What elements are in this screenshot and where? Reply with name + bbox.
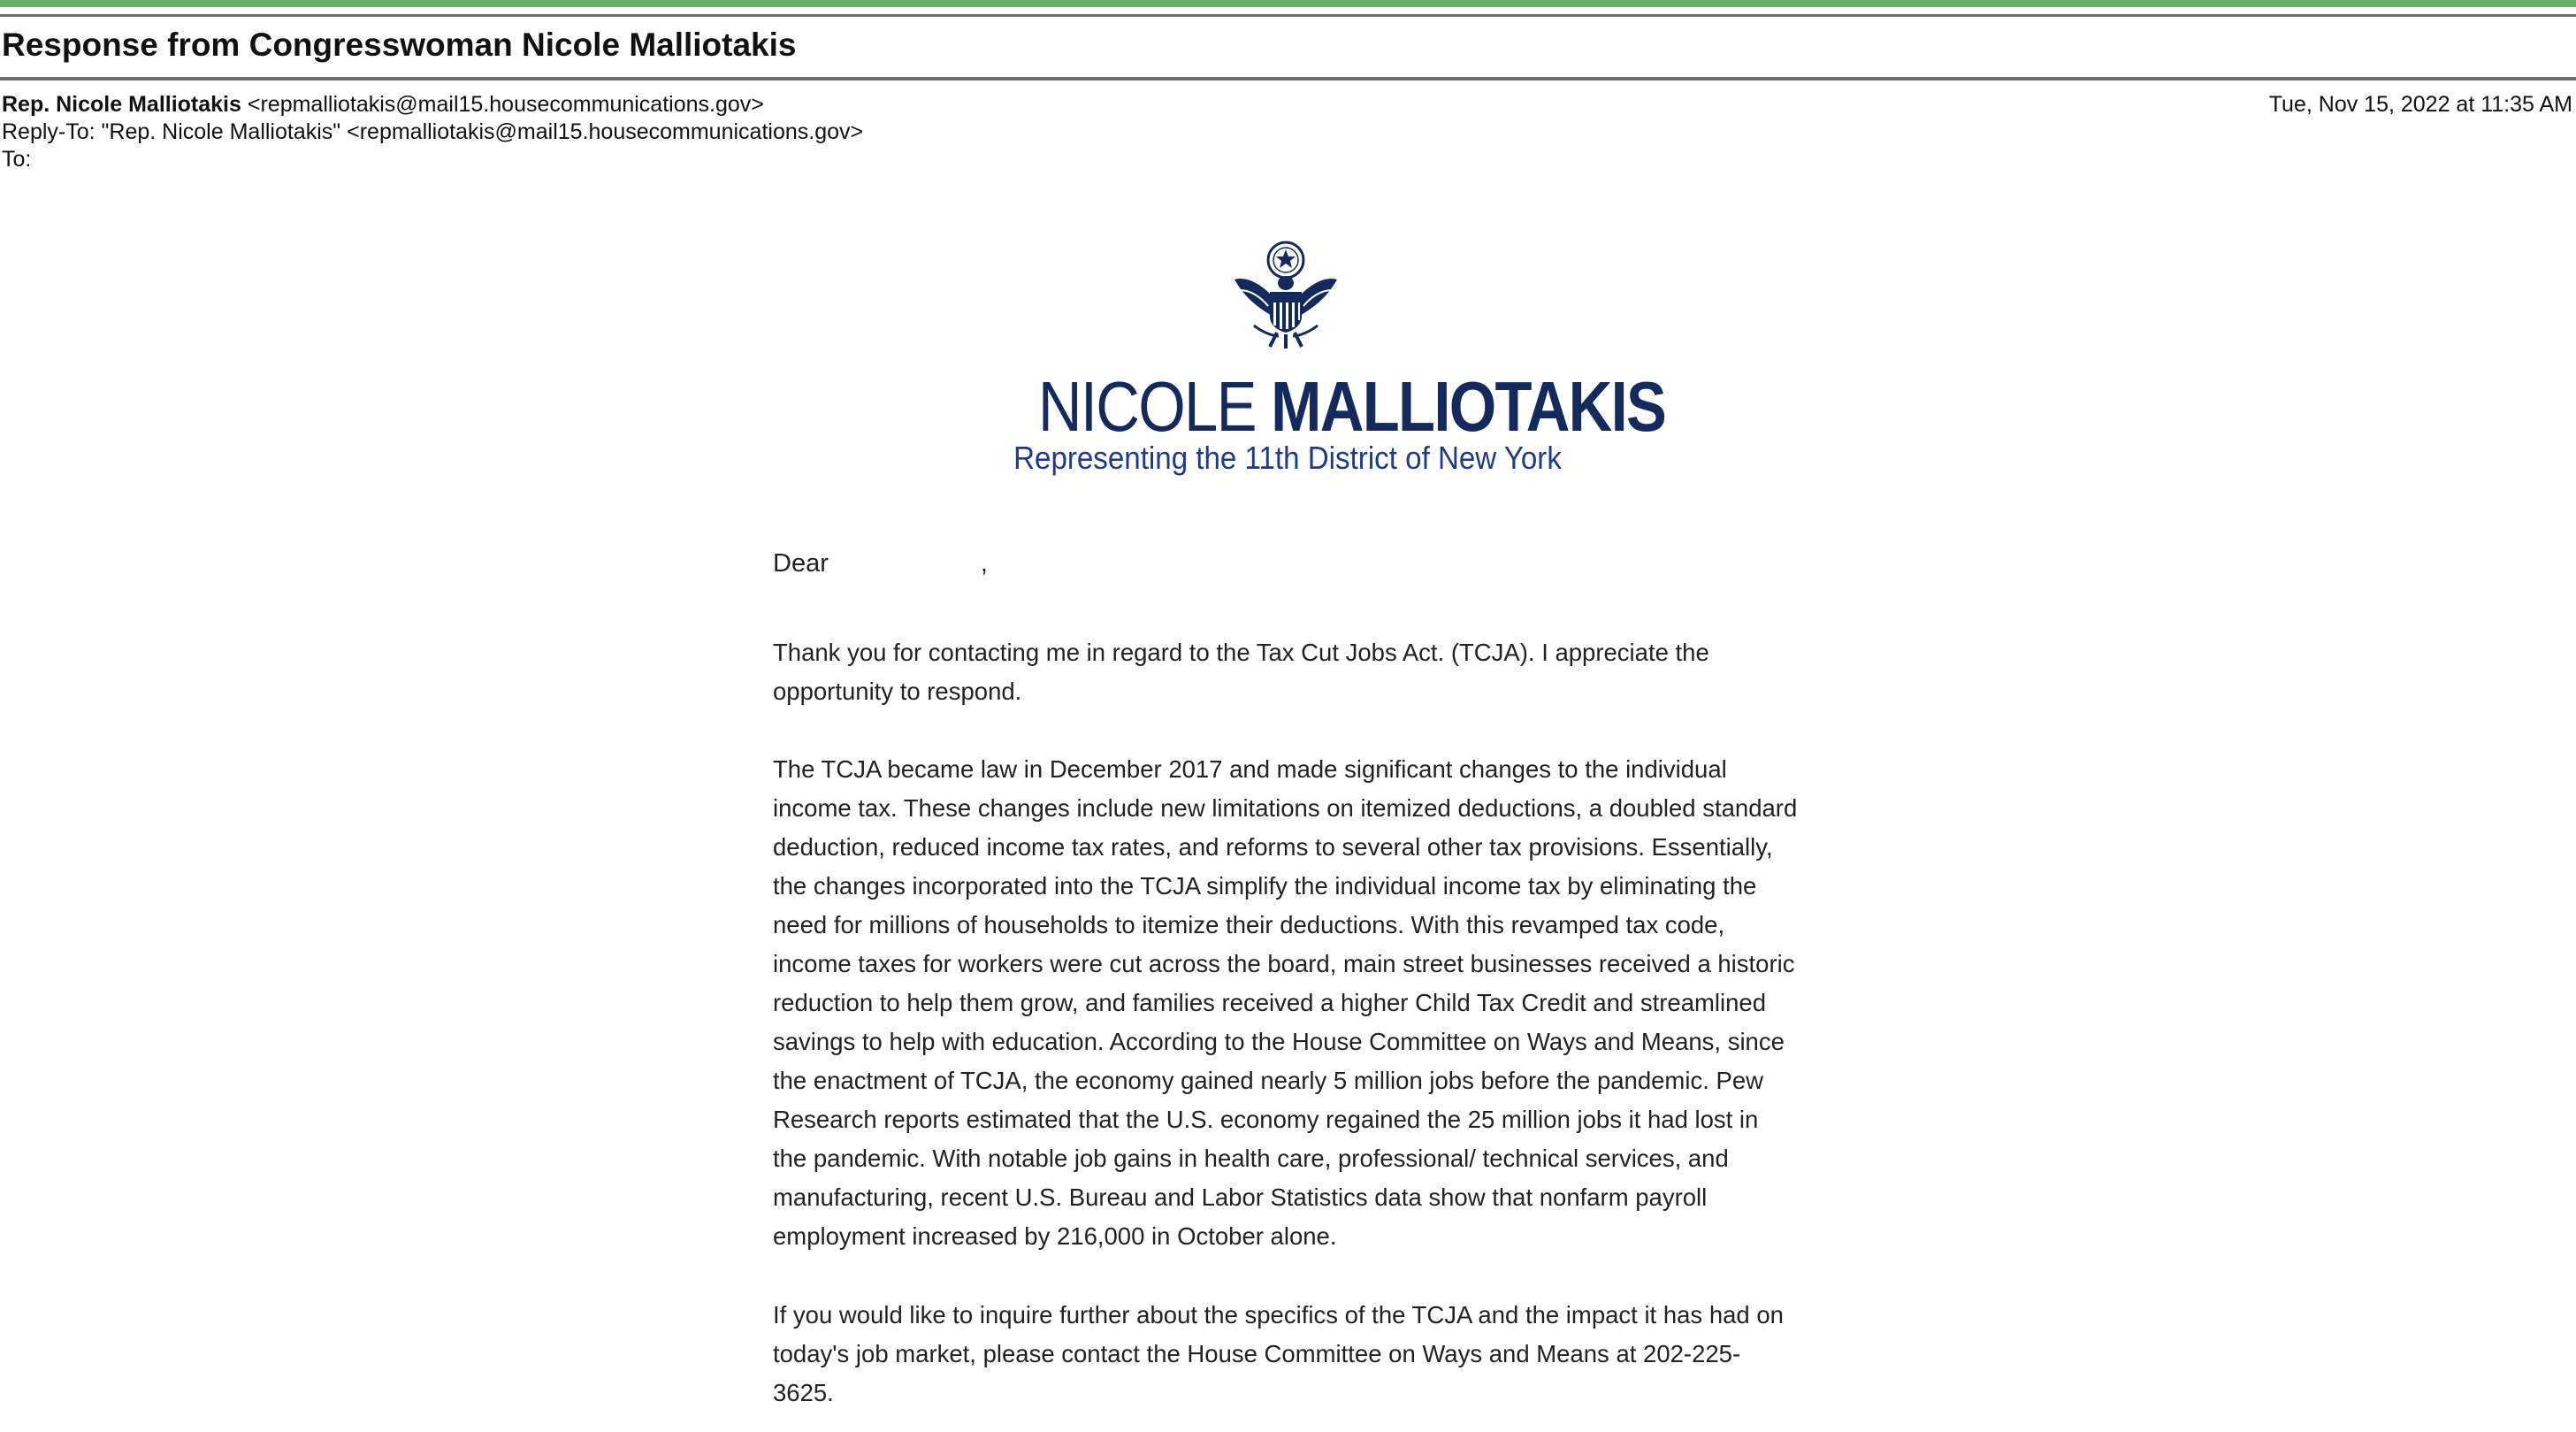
letterhead-subtitle: Representing the 11th District of New York (1013, 440, 1562, 476)
greeting-comma: , (980, 549, 988, 578)
sender-address[interactable]: <repmalliotakis@mail15.housecommunications.gov> (247, 92, 764, 117)
top-divider (0, 14, 2576, 17)
sender-name[interactable]: Rep. Nicole Malliotakis (2, 92, 241, 117)
greeting-word: Dear (773, 549, 829, 578)
letter-paragraph-3: If you would like to inquire further about the specifics of the TCJA and the impact it has had on today's job market, please contact the House Committee on Ways and Means at 202-225-3625. (773, 1301, 1784, 1406)
letter-paragraph-1: Thank you for contacting me in regard to the Tax Cut Jobs Act. (TCJA). I appreciate the opportunity to respond. (773, 639, 1709, 705)
email-subject: Response from Congresswoman Nicole Malliotakis (2, 27, 797, 63)
from-line (2, 91, 764, 118)
reply-to-label: Reply-To: (2, 119, 96, 144)
letter-greeting (773, 544, 1799, 583)
reply-to-address[interactable]: "Rep. Nicole Malliotakis" <repmalliotakis@mail15.housecommunications.gov> (101, 119, 864, 144)
letterhead-last-name: MALLIOTAKIS (1271, 367, 1666, 446)
to-label: To: (2, 147, 32, 172)
reply-to-line (2, 119, 863, 145)
letterhead-name (1037, 367, 1666, 447)
us-eagle-seal-icon (1227, 241, 1344, 350)
email-date: Tue, Nov 15, 2022 at 11:35 AM (2268, 92, 2572, 117)
letter-paragraph-2: The TCJA became law in December 2017 and made significant changes to the individual income tax. These changes include new limitations on itemized deductions, a doubled standard deduction, reduced income tax rates, and reforms to several other tax provisions. Essentially, the changes incorporated into the TCJA simplify the individual income tax by eliminating the need for millions of households to itemize their deductions. With this revamped tax code, income taxes for workers were cut across the board, main street businesses received a historic reduction to help them grow, and families received a higher Child Tax Credit and streamlined savings to help with education. According to the House Committee on Ways and Means, since the enactment of TCJA, the economy gained nearly 5 million jobs before the pandemic. Pew Research reports estimated that the U.S. economy regained the 25 million jobs it had lost in the pandemic. With notable job gains in health care, professional/ technical services, and manufacturing, recent U.S. Bureau and Labor Statistics data show that nonfarm payroll employment increased by 216,000 in October alone. (773, 755, 1798, 1250)
window-accent-bar (0, 0, 2576, 7)
letterhead-first-name: NICOLE (1037, 367, 1256, 446)
subject-divider (0, 77, 2576, 80)
to-line (2, 146, 31, 172)
